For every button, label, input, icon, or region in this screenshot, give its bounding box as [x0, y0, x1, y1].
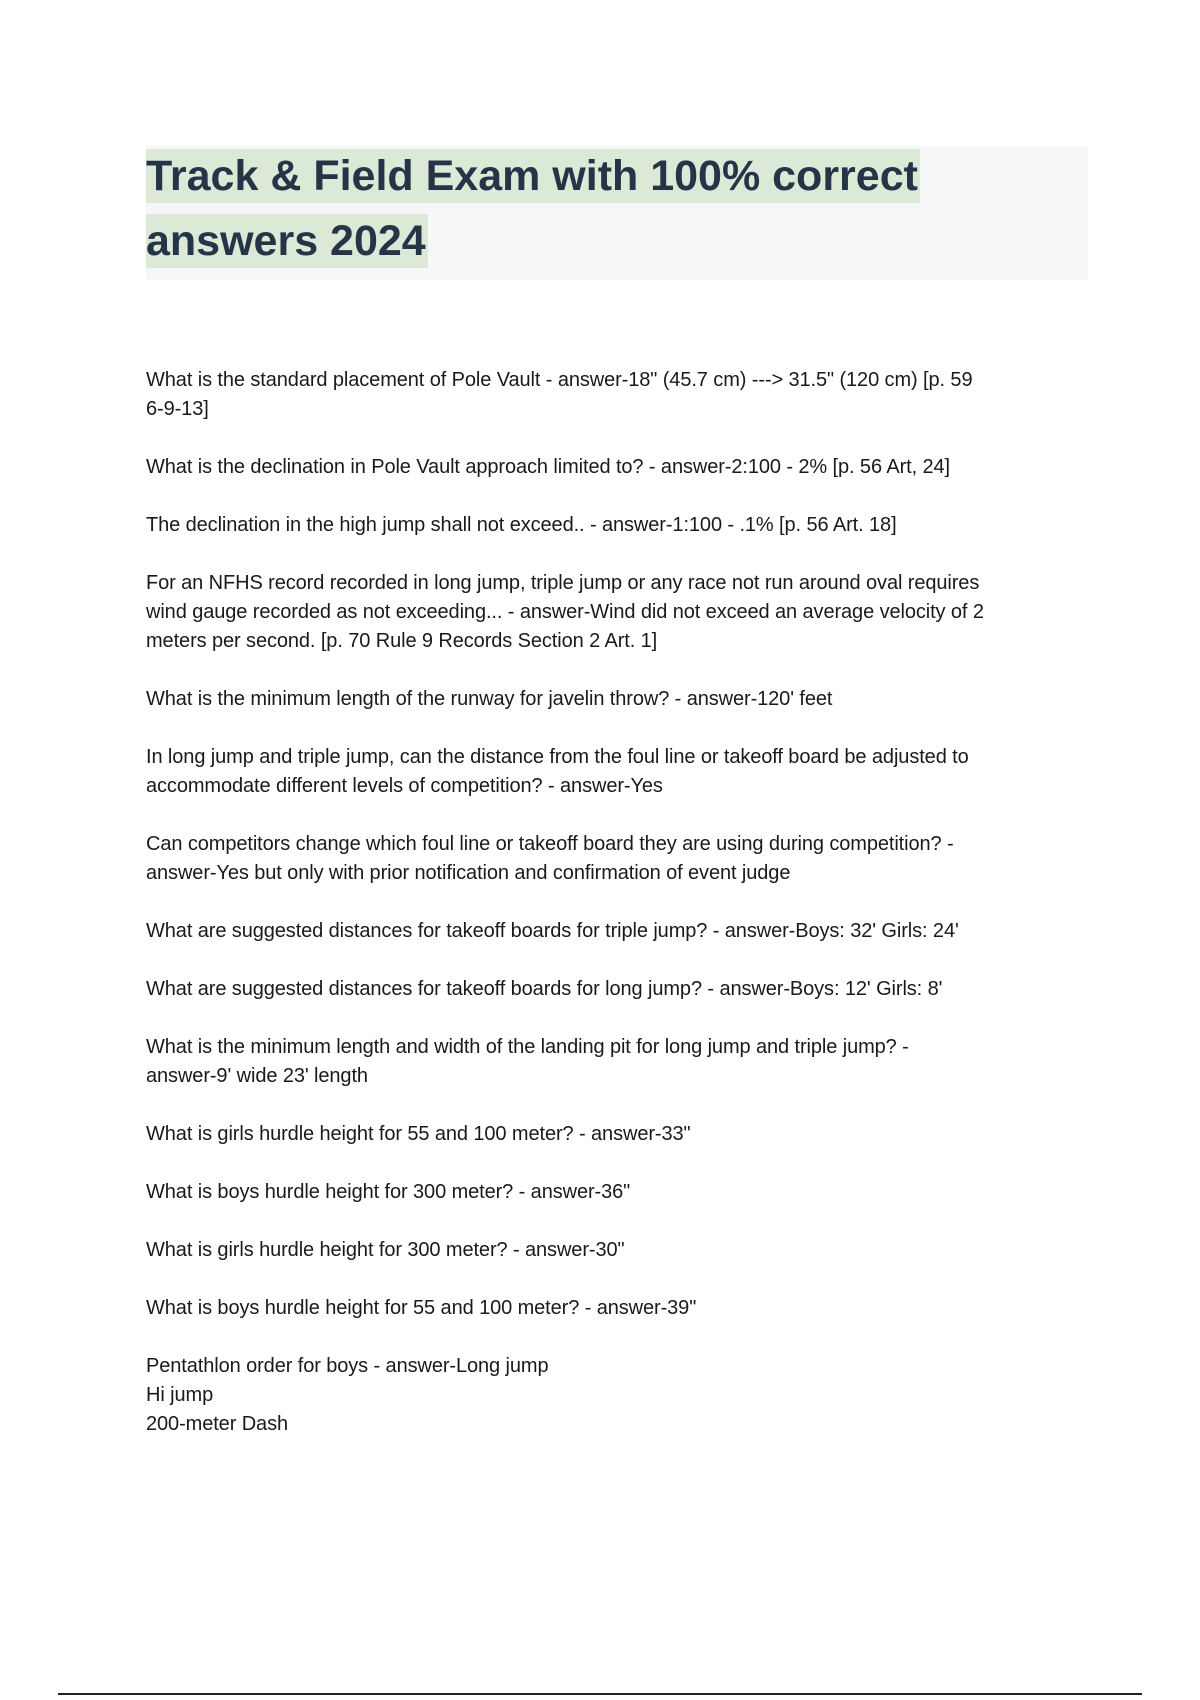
page-title-line-2: answers 2024 — [146, 214, 428, 268]
qa-item: In long jump and triple jump, can the distance from the foul line or takeoff board be adjusted to accommodate different levels of competition? - answer-Yes — [146, 746, 969, 797]
qa-item: What is girls hurdle height for 300 meter? - answer-30" — [146, 1239, 625, 1261]
qa-item: What are suggested distances for takeoff boards for triple jump? - answer-Boys: 32' Girls: 24' — [146, 920, 959, 942]
qa-item: What is the minimum length and width of the landing pit for long jump and triple jump? - answer-9' wide 23' length — [146, 1036, 909, 1087]
footer-divider — [58, 1693, 1142, 1695]
qa-item: The declination in the high jump shall not exceed.. - answer-1:100 - .1% [p. 56 Art. 18] — [146, 514, 897, 536]
qa-item: What are suggested distances for takeoff boards for long jump? - answer-Boys: 12' Girls: 8' — [146, 978, 943, 1000]
qa-item: What is boys hurdle height for 55 and 100 meter? - answer-39" — [146, 1297, 697, 1319]
title-block — [146, 146, 1088, 280]
qa-item: What is the minimum length of the runway for javelin throw? - answer-120' feet — [146, 688, 833, 710]
page-title-line-1: Track & Field Exam with 100% correct — [146, 149, 920, 203]
qa-item: What is the standard placement of Pole Vault - answer-18" (45.7 cm) ---> 31.5" (120 cm) [p. 59 6-9-13] — [146, 369, 973, 420]
qa-item: What is the declination in Pole Vault approach limited to? - answer-2:100 - 2% [p. 56 Art, 24] — [146, 456, 951, 478]
qa-item: For an NFHS record recorded in long jump, triple jump or any race not run around oval requires wind gauge recorded as not exceeding... - answer-Wind did not exceed an average velocity of 2 meters per second. [p. 70 Rule 9 Records Section 2 Art. 1] — [146, 572, 984, 652]
qa-item: Pentathlon order for boys - answer-Long jump Hi jump 200-meter Dash — [146, 1355, 549, 1435]
qa-item: What is boys hurdle height for 300 meter? - answer-36" — [146, 1181, 631, 1203]
qa-item: Can competitors change which foul line or takeoff board they are using during competition? - answer-Yes but only with prior notification and confirmation of event judge — [146, 833, 954, 884]
qa-list — [146, 366, 1096, 1468]
qa-item: What is girls hurdle height for 55 and 100 meter? - answer-33" — [146, 1123, 691, 1145]
